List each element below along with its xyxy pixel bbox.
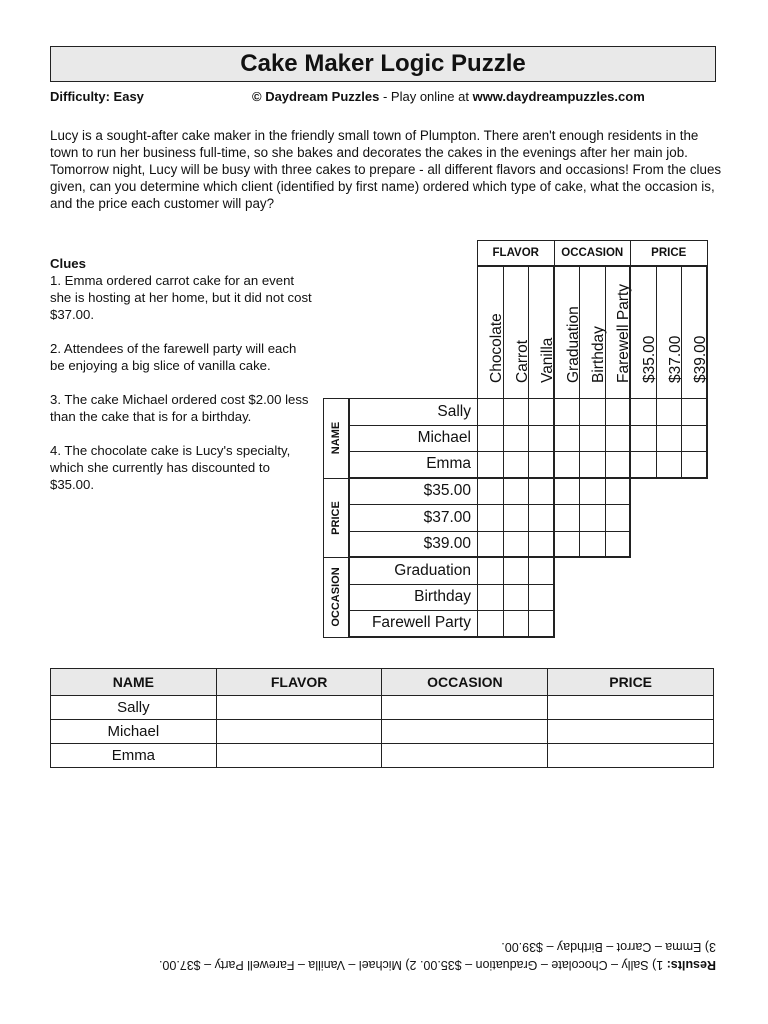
row-label-occasion: Farewell Party [349,610,478,638]
difficulty-label: Difficulty: Easy [50,89,144,104]
grid-cell[interactable] [579,451,606,479]
top-category-price: PRICE [630,240,708,266]
grid-cell[interactable] [554,478,581,506]
table-row [51,696,714,720]
grid-cell[interactable] [503,478,530,506]
column-label-text: Graduation [564,306,582,383]
column-label-price [681,266,708,399]
clues-heading: Clues [50,256,86,271]
results-line-2: 3) Emma – Carrot – Birthday – $39.00. [501,940,716,954]
grid-cell[interactable] [605,451,632,479]
answer-price-cell[interactable] [548,744,714,768]
grid-cell[interactable] [579,531,606,559]
grid-cell[interactable] [503,451,530,479]
grid-cell[interactable] [477,425,504,453]
row-label-occasion: Birthday [349,584,478,612]
results-text-1: 1) Sally – Chocolate – Graduation – $35.00. 2) Michael – Vanilla – Farewell Party – $37.00. [158,958,667,972]
grid-cell[interactable] [503,584,530,612]
grid-cell[interactable] [503,557,530,585]
row-label-name: Emma [349,451,478,479]
grid-cell[interactable] [605,531,632,559]
side-category-occasion [323,557,349,638]
clue-2: 2. Attendees of the farewell party will each be enjoying a big slice of vanilla cake. [50,341,297,373]
grid-cell[interactable] [554,531,581,559]
grid-cell[interactable] [528,584,555,612]
grid-cell[interactable] [579,398,606,426]
grid-cell[interactable] [477,504,504,532]
credit-line [252,89,645,104]
grid-cell[interactable] [681,398,708,426]
answer-name-cell: Michael [51,720,217,744]
answer-price-cell[interactable] [548,696,714,720]
answer-header-price: PRICE [548,669,714,696]
grid-cell[interactable] [477,610,504,638]
grid-cell[interactable] [630,451,657,479]
answer-header-flavor: FLAVOR [216,669,382,696]
grid-cell[interactable] [681,451,708,479]
column-label-text: Birthday [590,326,608,383]
intro-paragraph: Lucy is a sought-after cake maker in the friendly small town of Plumpton. There aren't enough residents in the town to run her business full-time, so she bakes and decorates the cakes in the evenings after her main job. Tomorrow night, Lucy will be busy with three cakes to prepare - all different flavors and occasions! From the clues given, can you determine which client (identified by first name) ordered which type of cake, what the occasion is, and the price each customer will pay? [50,128,722,211]
answer-occasion-cell[interactable] [382,696,548,720]
column-label-occasion [554,266,581,399]
column-label-text: Farewell Party [615,283,633,383]
row-label-price: $39.00 [349,531,478,559]
answer-name-cell: Sally [51,696,217,720]
grid-cell[interactable] [554,398,581,426]
table-row [51,720,714,744]
grid-cell[interactable] [477,478,504,506]
grid-cell[interactable] [656,425,683,453]
column-label-flavor [528,266,555,399]
clues-section [50,255,312,510]
column-label-text: Carrot [513,339,531,383]
grid-cell[interactable] [503,531,530,559]
column-label-price [656,266,683,399]
side-category-text: OCCASION [330,567,342,627]
top-category-occasion: OCCASION [554,240,632,266]
grid-cell[interactable] [528,451,555,479]
grid-cell[interactable] [503,610,530,638]
grid-cell[interactable] [528,531,555,559]
brand-name: © Daydream Puzzles [252,89,380,104]
answer-header-name: NAME [51,669,217,696]
answer-header-row [51,669,714,696]
side-category-price [323,478,349,559]
column-label-flavor [477,266,504,399]
credit-middle: - Play online at [379,89,473,104]
grid-cell[interactable] [681,425,708,453]
page-title: Cake Maker Logic Puzzle [50,46,716,82]
answer-flavor-cell[interactable] [216,696,382,720]
grid-cell[interactable] [630,425,657,453]
answer-table [50,668,714,768]
grid-cell[interactable] [477,557,504,585]
column-label-text: Vanilla [538,337,556,383]
grid-cell[interactable] [605,478,632,506]
column-label-text: Chocolate [488,313,506,383]
grid-cell[interactable] [579,504,606,532]
column-label-flavor [503,266,530,399]
table-row [51,744,714,768]
row-label-name: Sally [349,398,478,426]
grid-cell[interactable] [579,425,606,453]
grid-cell[interactable] [656,398,683,426]
column-label-price [630,266,657,399]
side-category-text: PRICE [330,500,342,535]
answer-occasion-cell[interactable] [382,720,548,744]
grid-cell[interactable] [630,398,657,426]
clue-3: 3. The cake Michael ordered cost $2.00 less than the cake that is for a birthday. [50,392,309,424]
row-label-occasion: Graduation [349,557,478,585]
grid-cell[interactable] [605,398,632,426]
grid-cell[interactable] [528,478,555,506]
grid-cell[interactable] [528,504,555,532]
grid-cell[interactable] [656,451,683,479]
column-label-occasion [605,266,632,399]
results-label: Results: [666,958,716,972]
top-category-flavor: FLAVOR [477,240,555,266]
grid-cell[interactable] [554,504,581,532]
results-line-1 [104,956,716,974]
side-category-text: NAME [330,422,342,455]
grid-cell[interactable] [477,584,504,612]
grid-cell[interactable] [554,451,581,479]
grid-cell[interactable] [477,398,504,426]
grid-cell[interactable] [477,531,504,559]
grid-cell[interactable] [528,557,555,585]
row-label-price: $37.00 [349,504,478,532]
answer-price-cell[interactable] [548,720,714,744]
answer-header-occasion: OCCASION [382,669,548,696]
grid-cell[interactable] [528,425,555,453]
grid-cell[interactable] [554,425,581,453]
grid-cell[interactable] [605,425,632,453]
side-category-name [323,398,349,479]
column-label-text: $35.00 [641,335,659,383]
grid-cell[interactable] [528,398,555,426]
column-label-text: $37.00 [666,335,684,383]
column-label-occasion [579,266,606,399]
clue-4: 4. The chocolate cake is Lucy's specialty, which she currently has discounted to $35.00. [50,443,291,492]
website-link[interactable]: www.daydreampuzzles.com [472,89,645,104]
grid-cell[interactable] [477,451,504,479]
column-label-text: $39.00 [691,335,709,383]
row-label-name: Michael [349,425,478,453]
grid-cell[interactable] [503,425,530,453]
grid-cell[interactable] [605,504,632,532]
clue-1: 1. Emma ordered carrot cake for an event she is hosting at her home, but it did not cost $37.00. [50,273,312,322]
grid-cell[interactable] [503,398,530,426]
row-label-price: $35.00 [349,478,478,506]
answer-flavor-cell[interactable] [216,744,382,768]
grid-cell[interactable] [528,610,555,638]
answer-occasion-cell[interactable] [382,744,548,768]
upside-down-results [104,938,716,974]
grid-cell[interactable] [503,504,530,532]
answer-name-cell: Emma [51,744,217,768]
grid-cell[interactable] [579,478,606,506]
answer-flavor-cell[interactable] [216,720,382,744]
